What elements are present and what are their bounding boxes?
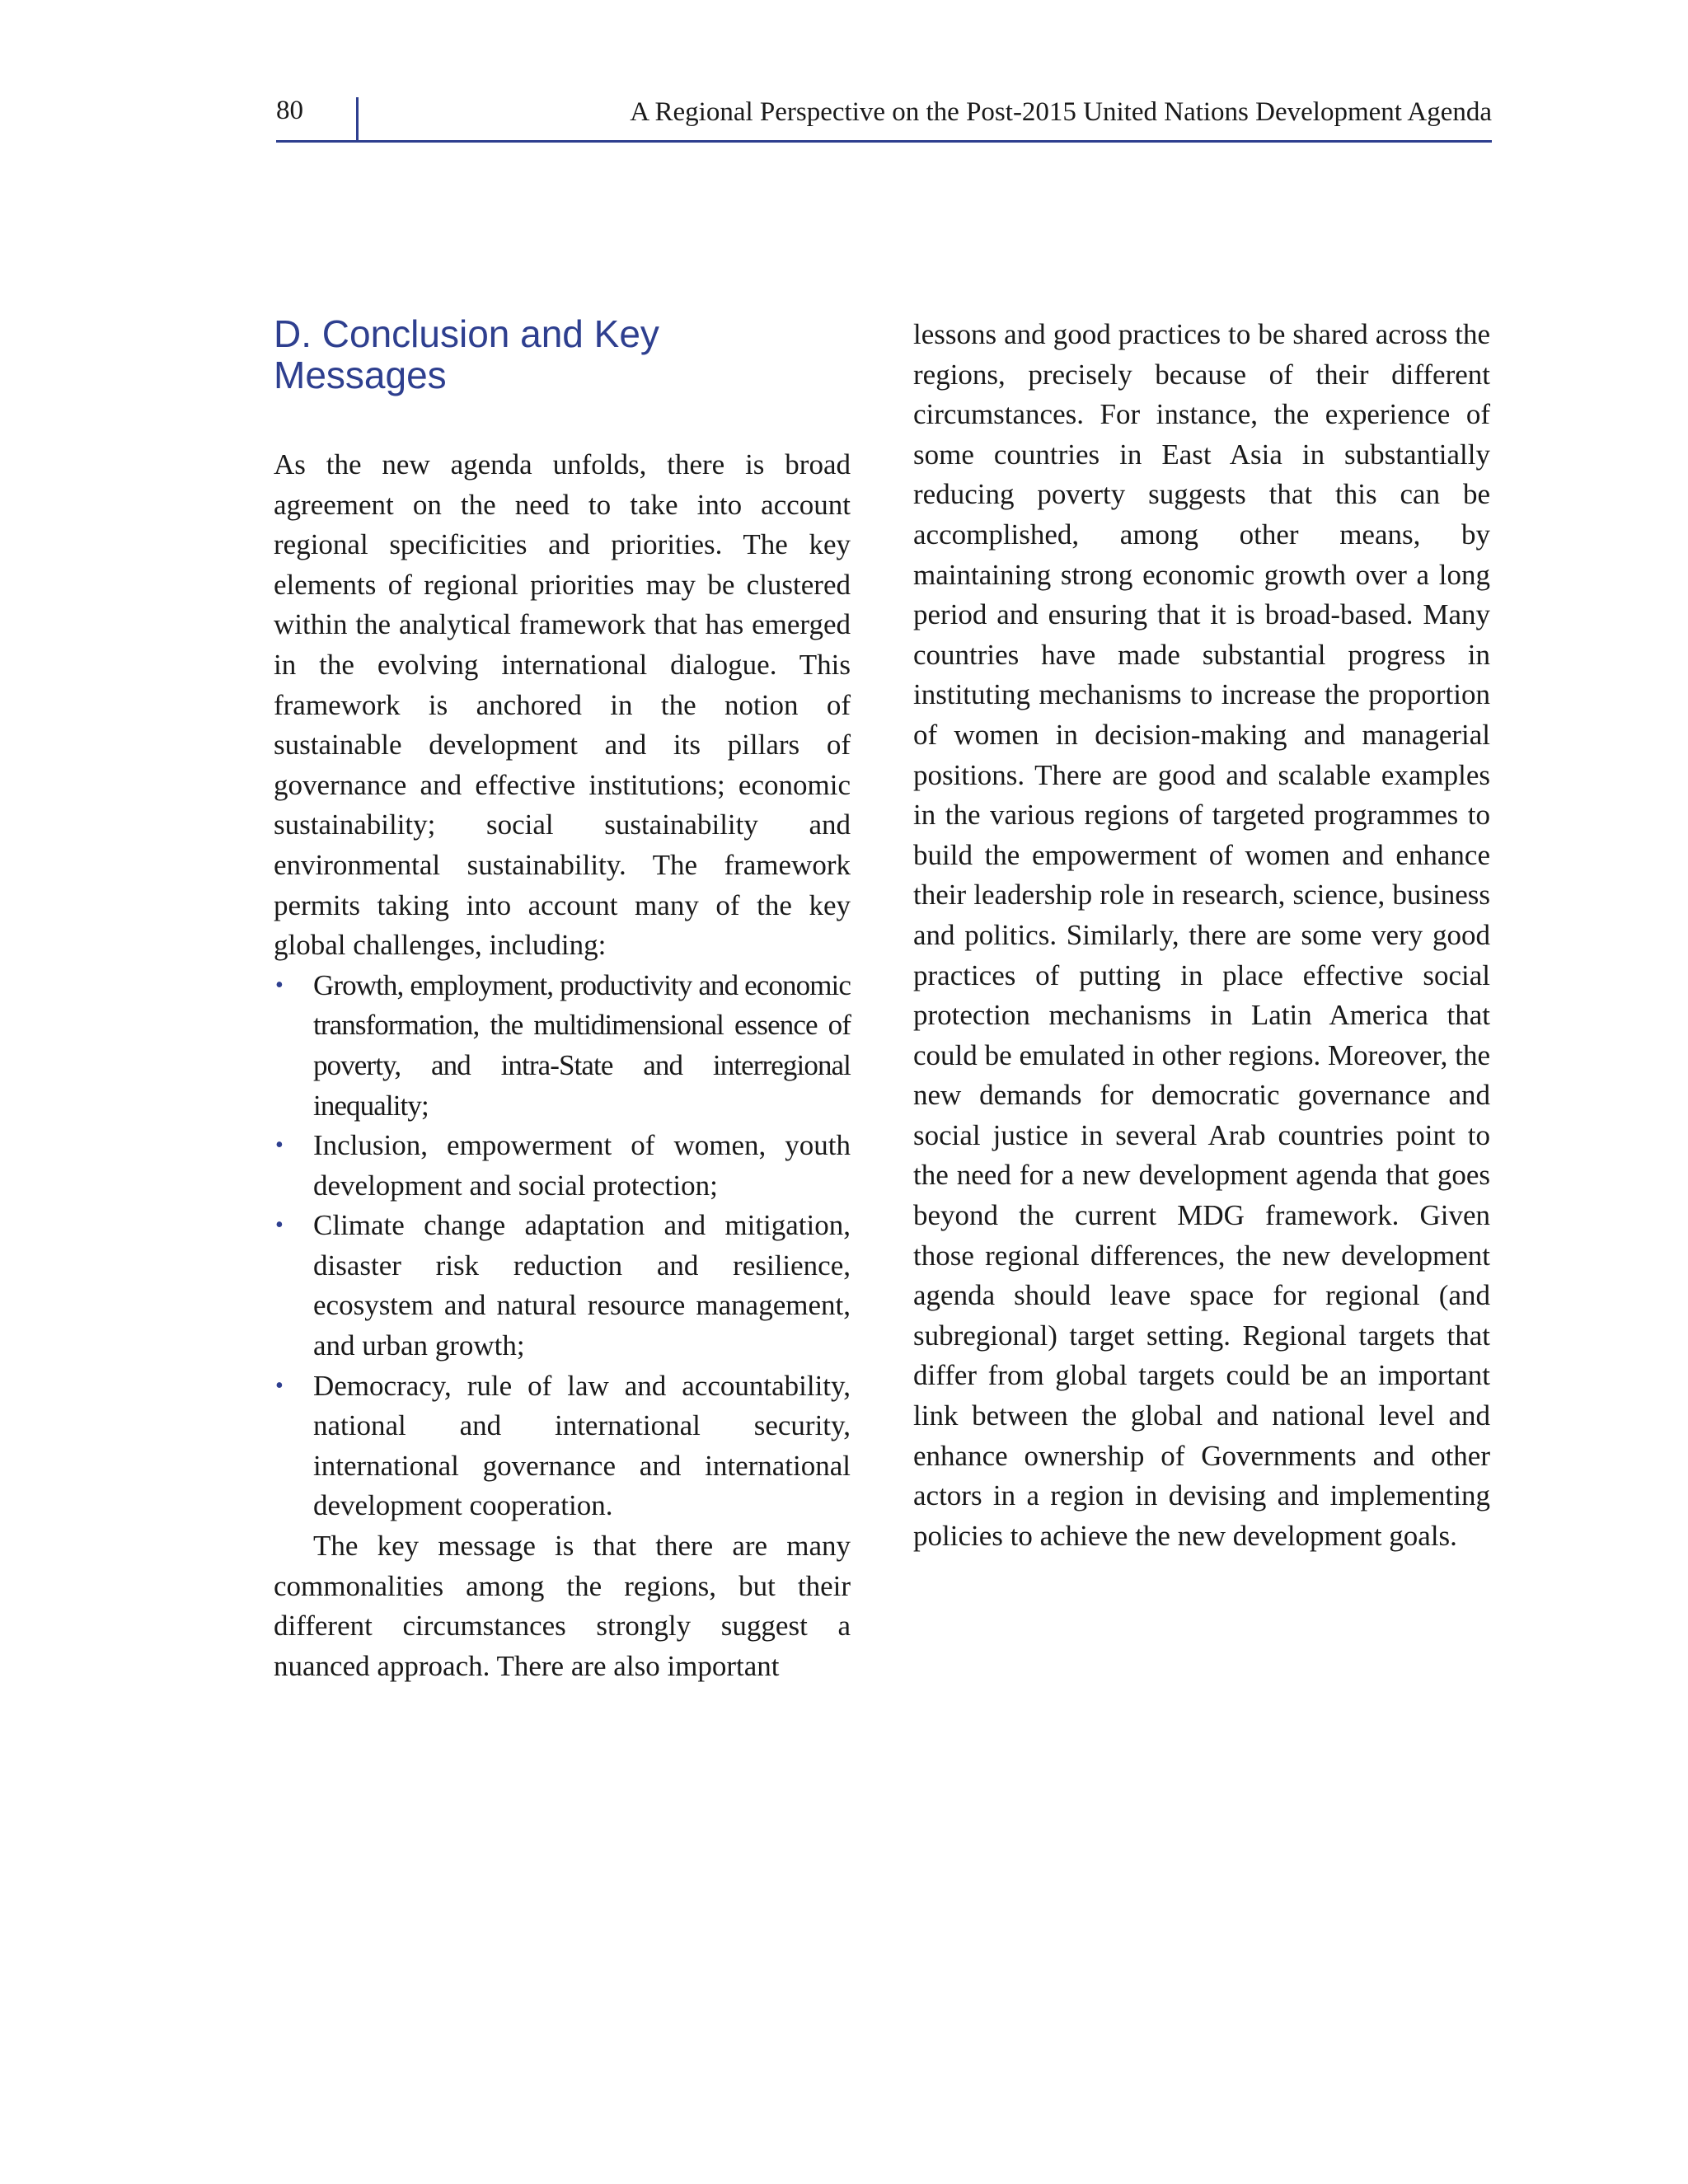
list-item-text: Democracy, rule of law and accountability, national and international security, international governance and international development cooperation. — [313, 1369, 851, 1522]
running-header — [276, 92, 1492, 143]
section-heading-line2: Messages — [274, 354, 447, 396]
header-divider — [356, 97, 359, 142]
list-item — [274, 1126, 851, 1206]
right-column — [913, 315, 1490, 1556]
intro-paragraph: As the new agenda unfolds, there is broad agreement on the need to take into account regional specificities and priorities. The key elements of regional priorities may be clustered within the analytical framework that has emerged in the evolving international dialogue. This framework is anchored in the notion of sustainable development and its pillars of governance and effective institutions; economic sustainability; social sustainability and environmental sustainability. The framework permits taking into account many of the key global challenges, including: — [274, 448, 851, 962]
section-heading-line1: D. Conclusion and Key — [274, 312, 659, 355]
list-item — [274, 1206, 851, 1366]
left-column — [274, 305, 851, 1686]
bullet-icon: • — [275, 1132, 284, 1159]
list-item — [274, 966, 851, 1126]
bullet-icon: • — [275, 1372, 284, 1399]
continued-paragraph: lessons and good practices to be shared across the regions, precisely because of their different circumstances. For instance, the experience of some countries in East Asia in substantially reducing poverty suggests that this can be accomplished, among other means, by maintaining strong economic growth over a long period and ensuring that it is broad-based. Many countries have made substantial progress in instituting mechanisms to increase the proportion of women in decision-making and managerial positions. There are good and scalable examples in the various regions of targeted programmes to build the empowerment of women and enhance their leadership role in research, science, business and politics. Similarly, there are some very good practices of putting in place effective social protection mechanisms in Latin America that could be emulated in other regions. Moreover, the new demands for democratic governance and social justice in several Arab countries point to the need for a new development agenda that goes beyond the current MDG framework. Given those regional differences, the new development agenda should leave space for regional (and subregional) target setting. Regional targets that differ from global targets could be an important link between the global and national level and enhance ownership of Governments and other actors in a region in devising and implementing policies to achieve the new development goals. — [913, 318, 1490, 1552]
bullet-icon: • — [275, 972, 283, 998]
section-heading — [274, 313, 851, 396]
challenges-list — [274, 966, 851, 1526]
key-message-paragraph: The key message is that there are many commonalities among the regions, but their different circumstances strongly suggest a nuanced approach. There are also important — [274, 1530, 851, 1682]
list-item-text: Inclusion, empowerment of women, youth development and social protection; — [313, 1129, 851, 1202]
list-item — [274, 1366, 851, 1526]
running-title: A Regional Perspective on the Post-2015 United Nations Development Agenda — [630, 97, 1492, 127]
page-number: 80 — [276, 96, 303, 125]
bullet-icon: • — [275, 1212, 284, 1239]
list-item-text: Climate change adaptation and mitigation, disaster risk reduction and resilience, ecosystem and natural resource management, and urban growth; — [313, 1209, 851, 1362]
list-item-text: Growth, employment, productivity and economic transformation, the multidimensional essence of poverty, and intra-State and interregional inequality; — [313, 968, 851, 1122]
